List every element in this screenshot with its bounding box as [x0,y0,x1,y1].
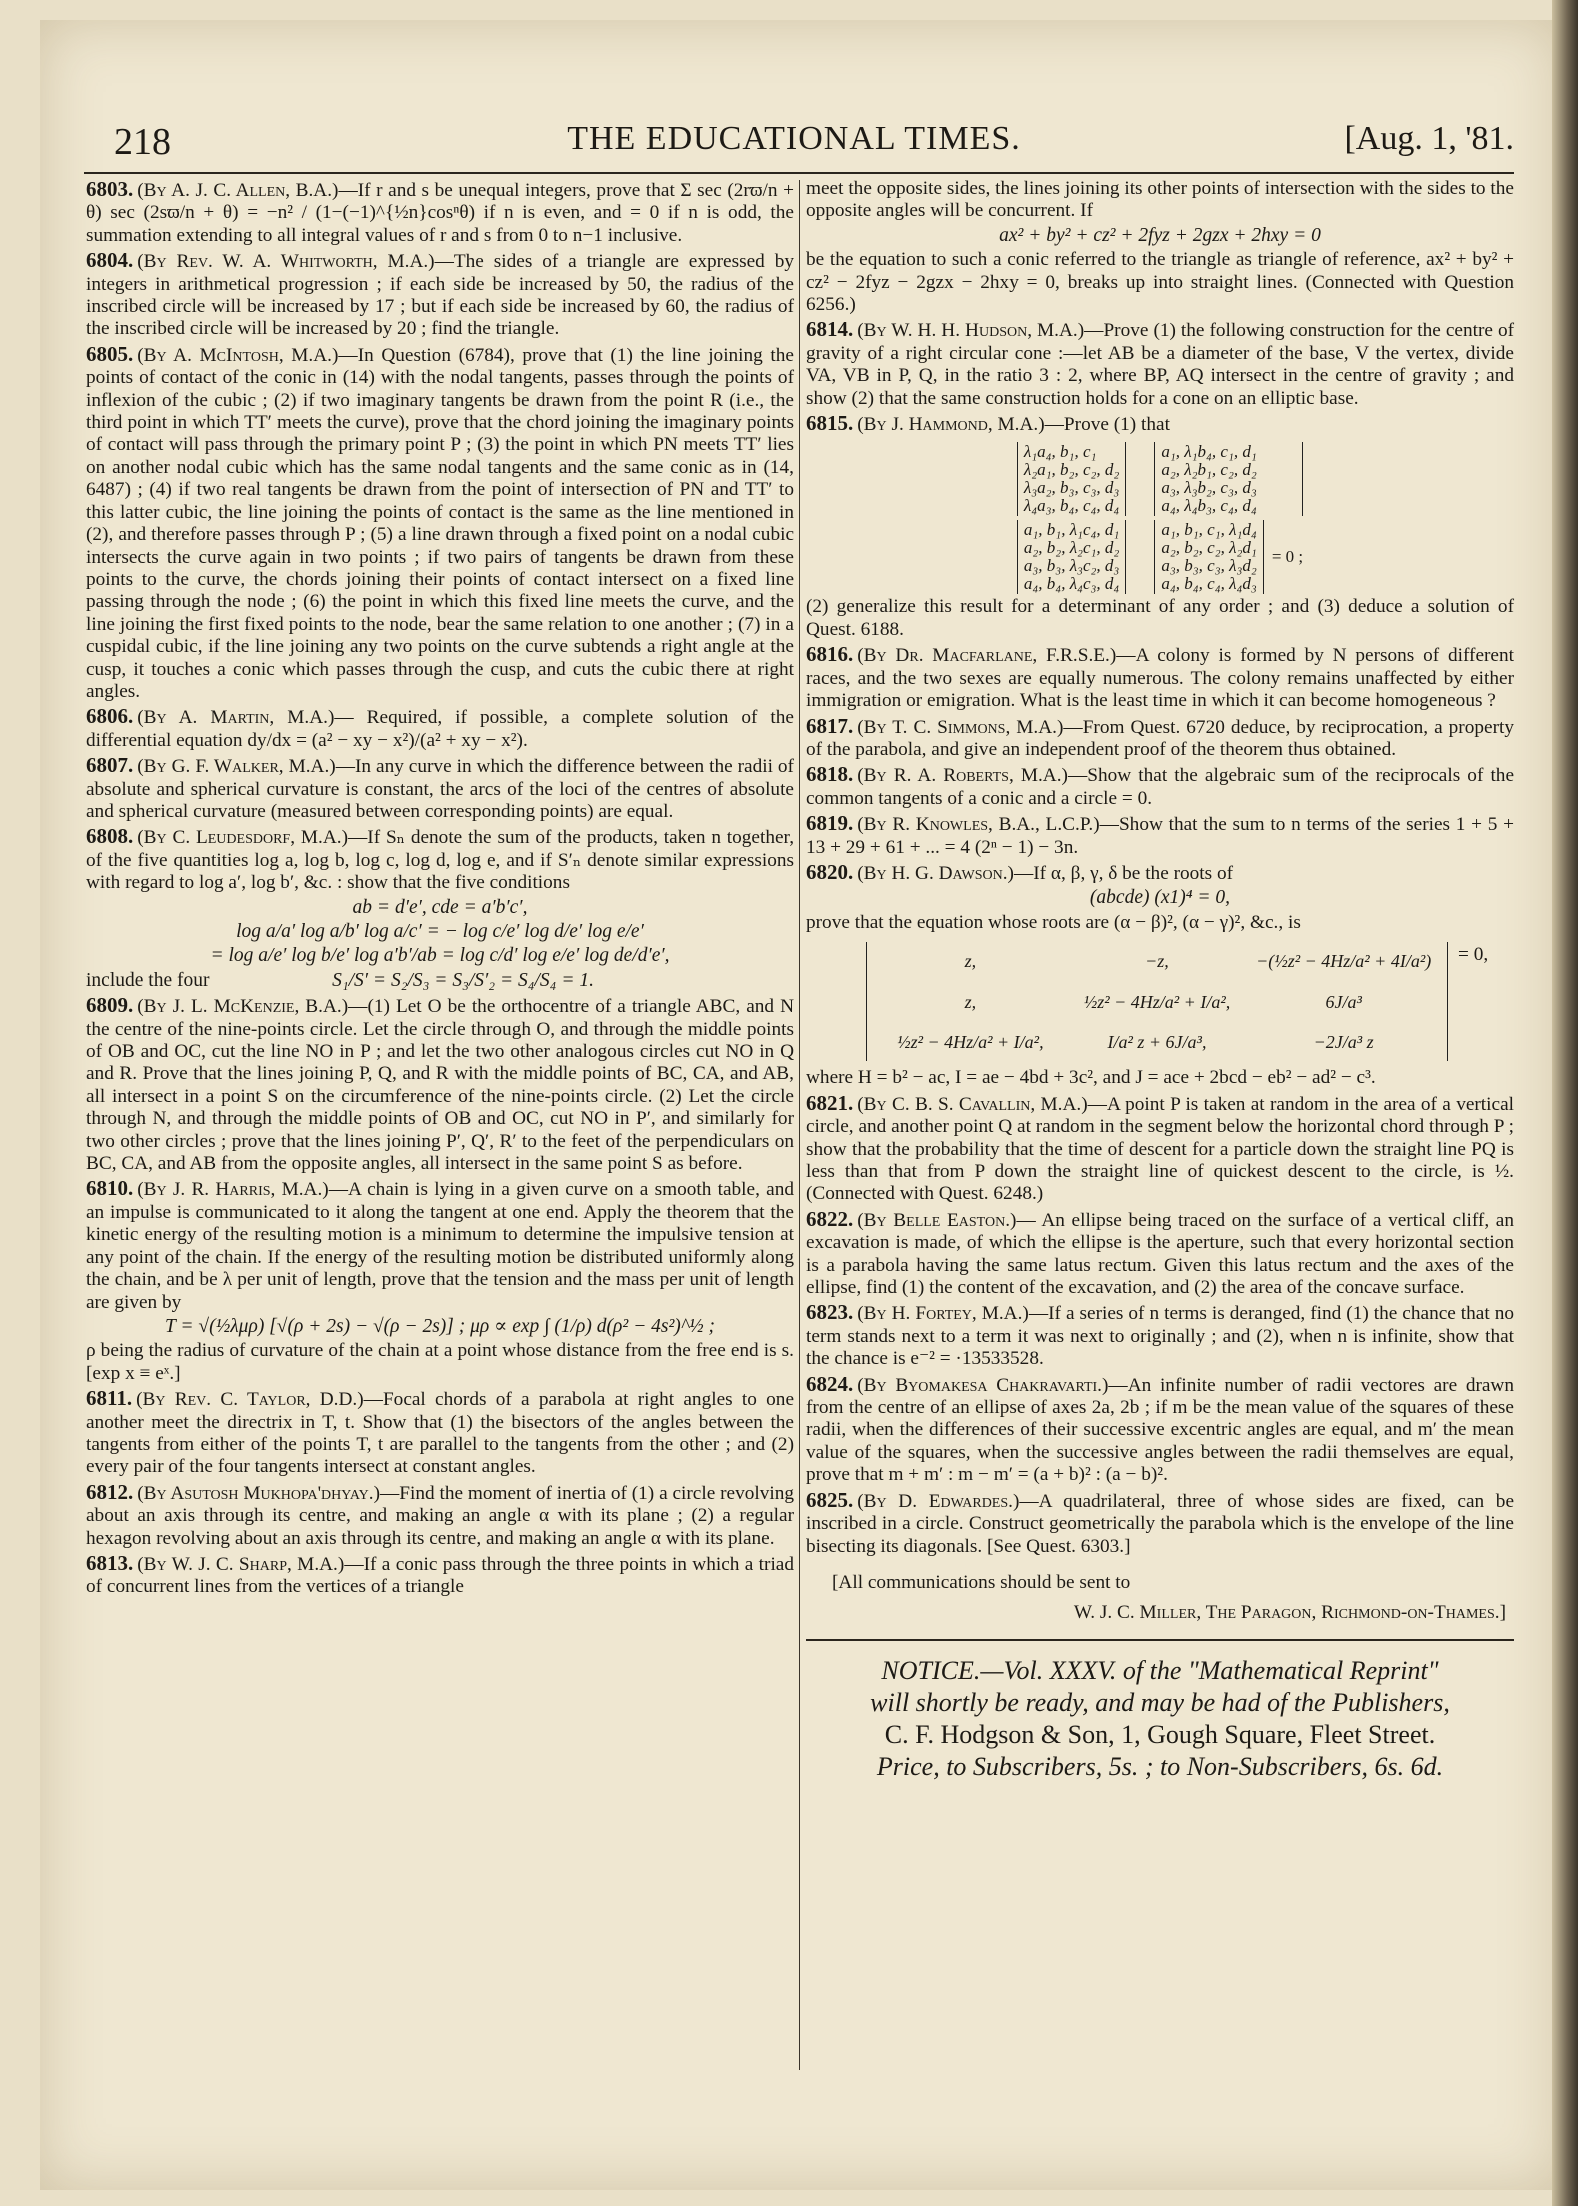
question-number: 6824. [806,1371,854,1396]
question-number: 6811. [86,1386,133,1411]
equation-6820: (abcde) (x1)⁴ = 0, [1089,887,1231,909]
determinant-6820-equals: = 0, [1458,944,1489,966]
header-rule [84,172,1514,174]
equation-6810: T = √(½λμρ) [√(ρ + 2s) − √(ρ − 2s)] ; μρ ∝ exp ∫ (1/ρ) d(ρ² − 4s²)^½ ; [165,1315,715,1337]
question-text: —An infinite number of radii vectores are drawn from the centre of an ellipse of axes 2a, 2b ; if m be the mean value of the squares of these radii, when the differences of their successive excentric angles are equal, and m′ the mean value of the squares, when the successive angles between the radii themselves are equal, prove that m + m′ : m − m′ = (a + b)² : (a − b)². [806,1374,1515,1486]
question-author: (By Asutosh Mukhopa'dhyay.) [137,1482,380,1504]
question-text: —If a conic pass through the three points in which a triad of concurrent lines from the vertices of a triangle [86,1553,794,1598]
question-author: (By J. Hammond, M.A.) [857,414,1045,436]
question-text: —Show that the sum to n terms of the series 1 + 5 + 13 + 29 + 61 + ... = 4 (2ⁿ − 1) − 3n. [806,814,1514,858]
question-number: 6814. [806,317,854,342]
question-text: —If r and s be unequal integers, prove that Σ sec (2rϖ/n + θ) sec (2sϖ/n + θ) = −n² / (1−(−1)^{½n}cosⁿθ) if n is even, and = 0 if n is odd, the summation extending to all integral values of r and s from 0 to n−1 inclusive. [86,180,794,246]
question-text: —A quadrilateral, three of whose sides are fixed, can be inscribed in a circle. Construct geometrically the parabola which is the envelope of the line bisecting its diagonals. [See Quest. 6303.] [806,1490,1515,1557]
left-column [86,178,794,1601]
notice-line-4: Price, to Subscribers, 5s. ; to Non-Subscribers, 6s. 6d. [876,1751,1444,1781]
masthead-title: THE EDUCATIONAL TIMES. [567,120,1021,157]
question-number: 6823. [806,1300,854,1325]
question-number: 6803. [86,177,134,201]
determinant-4-group [1154,520,1303,594]
communications-line-1: [All communications should be sent to [832,1571,1131,1593]
question-number: 6821. [806,1090,854,1115]
question-author: (By H. Fortey, M.A.) [857,1303,1029,1325]
determinant-6820-group [806,936,1514,1067]
question-author: (By A. Martin, M.A.) [137,707,335,729]
question-number: 6825. [806,1487,854,1512]
question-text: —The sides of a triangle are expressed by integers in arithmetical progression ; if each side be increased by 50, the radius of the inscribed circle will be increased by 17 ; but if each side be increased by 60, the radius of the inscribed circle will be increased by 20 ; find the triangle. [86,251,794,340]
left-questions-a [86,178,794,895]
determinant-cell: −z, [1145,951,1169,972]
communications-note [806,1572,1514,1625]
notice-block [806,1655,1514,1783]
question-author: (By Rev. W. A. Whitworth, M.A.) [137,251,435,273]
question-author: (By R. A. Roberts, M.A.) [857,765,1068,787]
question-paragraph [806,1092,1514,1206]
question-paragraph [806,1208,1514,1300]
question-paragraph [86,1552,794,1599]
question-paragraph [86,754,794,823]
question-author: (By C. B. S. Cavallin, M.A.) [857,1093,1088,1115]
determinant-1: λ₁a₄, b₁, c₁ λ₂a₁, b₂, c₂, d₂ λ₃a₂, b₃, c₃, d₃ λ₄a₃, b₄, c₄, d₄ [1017,442,1126,516]
left-questions-c [86,1387,794,1599]
question-number: 6822. [806,1206,854,1231]
determinant-cell: z, [964,991,977,1012]
question-number: 6812. [86,1479,134,1504]
question-text: — Required, if possible, a complete solution of the differential equation dy/dx = (a² − xy − x²)/(a² + xy − x²). [86,707,794,751]
question-paragraph [86,1177,794,1313]
question-number: 6807. [86,753,134,778]
question-number: 6819. [806,811,854,836]
question-text: —Focal chords of a parabola at right angles to one another meet the directrix in T, t. Show that (1) the bisectors of the angles between the tangents from either of the points T, t are parallel to the tangents from the other ; and (2) every pair of the four tangents intersect at constant angles. [86,1389,794,1478]
right-questions-c [806,1092,1514,1558]
question-author: (By D. Edwardes.) [857,1490,1020,1512]
right-column [806,178,1514,1783]
question-text: —(1) Let O be the orthocentre of a triangle ABC, and N the centre of the nine-points circle. Let the circle through O, and through the middle points of OB and OC, cut the line NO in P ; and let the two other analogous circles cut NO in Q and R. Prove that the lines joining P, Q, and R with the middle points of BC, CA, and AB, all intersect in a point S on the circumference of the nine-points circle. (2) Let the circle through N, and through the middle points of OB and OC, cut NO in P′, and similarly for two other circles ; prove that the lines joining P′, Q′, R′ to the feet of the perpendiculars on BC, CA, and AB from the opposite angles, all intersect in the same point S as before. [86,996,794,1175]
question-paragraph [806,643,1514,712]
equation-6810-after: ρ being the radius of curvature of the chain at a point whose distance from the free end is s. [exp x ≡ eˣ.] [86,1340,794,1384]
question-text: —If α, β, γ, δ be the roots of [1013,862,1234,884]
question-number: 6820. [806,859,854,884]
question-paragraph [86,705,794,752]
question-number: 6815. [806,411,854,436]
question-paragraph [806,1301,1514,1370]
determinant-6820 [866,942,1448,1061]
question-author: (By G. F. Walker, M.A.) [137,756,336,778]
question-number: 6805. [86,341,134,366]
equation-6808-d-body: S₁/S′ = S₂/S₃ = S₃/S′₂ = S₄/S₄ = 1. [332,969,594,991]
equation-6808-b: log a/a′ log a/b′ log a/c′ = − log c/e′ log d/e′ log e/e′ [236,921,644,942]
question-paragraph [86,178,794,247]
determinant-cell: ½z² − 4Hz/a² + I/a², [1083,991,1231,1012]
question-author: (By W. J. C. Sharp, M.A.) [137,1553,345,1575]
question-paragraph [806,1489,1514,1558]
question-author: (By Belle Easton.) [857,1209,1017,1231]
question-paragraph [86,249,794,341]
question-paragraph [806,763,1514,810]
question-author: (By T. C. Simmons, M.A.) [857,716,1064,738]
question-number: 6817. [806,713,854,738]
determinant-cell: I/a² z + 6J/a³, [1107,1031,1207,1052]
question-author: (By A. McIntosh, M.A.) [137,344,339,366]
question-number: 6818. [806,762,854,787]
question-6813-continued-b: be the equation to such a conic referred to the triangle as triangle of reference, ax² + by² + cz² − 2fyz − 2gzx − 2hxy = 0, breaks up into straight lines. (Connected with Question 6256.) [806,249,1514,316]
question-number: 6813. [86,1550,134,1575]
question-number: 6816. [806,642,854,667]
communications-line-2: W. J. C. Miller, The Paragon, Richmond-on-Thames.] [1073,1602,1506,1624]
page-number: 218 [114,121,171,163]
question-text: —In Question (6784), prove that (1) the line joining the points of contact of the conic in (14) with the nodal tangents, passes through the points of inflexion of the cubic ; (2) if two imaginary tangents be drawn from the point R (i.e., the third point in which TT′ meets the curve), prove that the chord joining the imaginary points of contact will pass through the primary point P ; (3) the point in which PN meets TT′ lies on another nodal cubic which has the same nodal tangents and the same conic as in (14, 6487) ; (4) if two real tangents be drawn from the point of intersection of PN and TT′ to this latter cubic, the line joining the points of contact is the same as the line mentioned in (2), and therefore passes through P ; (5) a line drawn through a fixed point on a nodal cubic intersects the curve again in two points ; if two pairs of tangents be drawn from these points to the curve, the chords joining their points of contact intersect on a fixed line passing through the node ; (6) the point in which this fixed line meets the curve, and the line joining the first fixed points to the node, bear the same relation to one another ; (7) in a cuspidal cubic, if the line joining any two points on the curve subtends a right angle at the cusp, it touches a conic which passes through the cusp, and cuts the cubic there at right angles. [86,344,794,702]
determinant-equals: = 0 ; [1271,547,1304,567]
equation-6808-c: = log a/e′ log b/e′ log a′b′/ab = log c/d′ log e/e′ log de/d′e′, [210,945,670,967]
determinant-cell: ½z² − 4Hz/a² + I/a², [897,1031,1044,1052]
determinant-4: a₁, b₁, c₁, λ₁d₄ a₂, b₂, c₂, λ₂d₁ a₃, b₃, c₃, λ₃d₂ a₄, b₄, c₄, λ₄d₃ [1154,520,1263,594]
question-number: 6809. [86,993,134,1018]
determinant-2: a₁, λ₁b₄, c₁, d₁ a₂, λ₂b₁, c₂, d₂ a₃, λ₃b₂, c₃, d₃ a₄, λ₄b₃, c₄, d₄ [1154,442,1303,516]
question-paragraph [806,318,1514,410]
right-questions-a [806,318,1514,436]
notice-line-1: NOTICE.—Vol. XXXV. of the "Mathematical Reprint" [881,1655,1439,1685]
question-text: —A colony is formed by N persons of different races, and the two sexes are equally numerous. The colony remains unaffected by either immigration or emigration. What is the least time in which it can become homogeneous ? [806,645,1514,712]
question-text: —Prove (1) the following construction for the centre of gravity of a right circular cone :—let AB be a diameter of the base, V the vertex, divide VA, VB in P, Q, in the ratio 3 : 2, where BP, AQ intersect in the centre of gravity ; and show (2) that the same construction holds for a cone on an elliptic base. [806,320,1515,409]
question-paragraph [806,812,1514,859]
question-paragraph [806,715,1514,762]
question-paragraph [806,412,1514,436]
question-author: (By A. J. C. Allen, B.A.) [137,180,339,201]
question-author: (By W. H. H. Hudson, M.A.) [857,320,1085,342]
question-paragraph [86,825,794,894]
issue-date: [Aug. 1, '81. [1344,120,1514,157]
question-text: —In any curve in which the difference between the radii of absolute and spherical curvature is constant, the arcs of the loci of the centres of absolute and spherical curvature (measured between corresponding points) are equal. [86,756,794,822]
question-text: —A chain is lying in a given curve on a smooth table, and an impulse is communicated to it along the tangent at one end. Apply the theorem that the kinetic energy of the resulting motion is a minimum to determine the impulsive tension at any point of the chain. If the energy of the resulting motion be distributed uniformly along the chain, and be λ per unit of length, prove that the tension and the mass per unit of length are given by [86,1179,794,1313]
question-text: —Show that the algebraic sum of the reciprocals of the common tangents of a conic and a circle = 0. [806,765,1514,809]
question-paragraph [86,1387,794,1479]
determinant-cell: −(½z² − 4Hz/a² + 4I/a²) [1256,951,1432,972]
question-paragraph [86,1481,794,1550]
question-author: (By H. G. Dawson.) [857,862,1014,884]
notice-rule [806,1639,1514,1641]
question-text: —If a series of n terms is deranged, find (1) the chance that no term stands next to a term it was next to originally ; and (2), when n is infinite, show that the chance is e⁻² = ·13533528. [806,1303,1514,1370]
left-questions-b [86,994,794,1314]
question-paragraph [86,343,794,704]
question-paragraph [806,861,1514,885]
question-text: —If Sₙ denote the sum of the products, taken n together, of the five quantities log a, log b, log c, log d, log e, and if S′ₙ denote similar expressions with regard to log a′, log b′, &c. : show that the five conditions [86,827,795,894]
determinant-cell: z, [964,951,977,972]
question-paragraph [86,994,794,1175]
determinant-cell: −2J/a³ z [1313,1031,1374,1052]
question-6820-where: where H = b² − ac, I = ae − 4bd + 3c², and J = ace + 2bcd − eb² − ad² − c³. [806,1067,1376,1089]
question-author: (By J. L. McKenzie, B.A.) [137,996,349,1018]
book-binding [1552,0,1578,2206]
notice-line-2: will shortly be ready, and may be had of the Publishers, [870,1687,1450,1717]
question-number: 6804. [86,248,134,273]
question-number: 6810. [86,1176,134,1201]
question-paragraph [806,1373,1514,1487]
question-number: 6806. [86,704,134,729]
determinant-cell: 6J/a³ [1325,991,1362,1012]
question-author: (By C. Leudesdorf, M.A.) [137,827,348,849]
right-questions-b [806,643,1514,885]
question-author: (By Dr. Macfarlane, F.R.S.E.) [857,645,1117,667]
equation-6808-d [86,970,794,992]
determinant-3: a₁, b₁, λ₁c₄, d₁ a₂, b₂, λ₂c₁, d₂ a₃, b₃, λ₃c₂, d₃ a₄, b₄, λ₄c₃, d₄ [1017,520,1126,594]
question-number: 6808. [86,824,134,849]
question-author: (By Rev. C. Taylor, D.D.) [136,1389,364,1411]
question-text: —Find the moment of inertia of (1) a circle revolving about an axis through its centre, and making an angle α with its plane ; (2) a regular hexagon revolving about an axis through its centre, and making an angle α with its plane. [86,1482,794,1549]
page-header [74,120,1514,176]
question-text: — An ellipse being traced on the surface of a vertical cliff, an excavation is made, of which the ellipse is the aperture, such that every horizontal section is a parabola having the same latus rectum. Given this latus rectum and the axes of the ellipse, find (1) the content of the excavation, and (2) the area of the concave surface. [806,1209,1514,1299]
question-6820-after: prove that the equation whose roots are (α − β)², (α − γ)², &c., is [806,911,1301,933]
question-author: (By J. R. Harris, M.A.) [137,1179,329,1201]
question-author: (By Byomakesa Chakravarti.) [857,1374,1109,1396]
question-text: —Prove (1) that [1044,414,1170,436]
question-author: (By R. Knowles, B.A., L.C.P.) [857,814,1100,836]
column-divider [799,180,800,2070]
equation-6813: ax² + by² + cz² + 2fyz + 2gzx + 2hxy = 0 [999,224,1321,246]
question-6815-after: (2) generalize this result for a determinant of any order ; and (3) deduce a solution of Quest. 6188. [806,596,1514,640]
determinant-6815 [806,442,1514,594]
question-text: —A point P is taken at random in the area of a vertical circle, and another point Q at random in the segment below the horizontal chord through P ; show that the probability that the time of descent for a particle down the straight line PQ is less than that from P down the straight line of quickest descent to the circle, is ½. (Connected with Quest. 6248.) [806,1093,1514,1205]
equation-6808-d-label: include the four [86,969,210,991]
equation-6808-a: ab = d′e′, cde = a′b′c′, [352,896,528,918]
question-text: —From Quest. 6720 deduce, by reciprocation, a property of the parabola, and give an independent proof of the theorem thus obtained. [806,716,1514,760]
notice-line-3: C. F. Hodgson & Son, 1, Gough Square, Fleet Street. [884,1719,1436,1749]
question-6813-continued: meet the opposite sides, the lines joining its other points of intersection with the sides to the opposite angles will be concurrent. If [806,178,1514,222]
